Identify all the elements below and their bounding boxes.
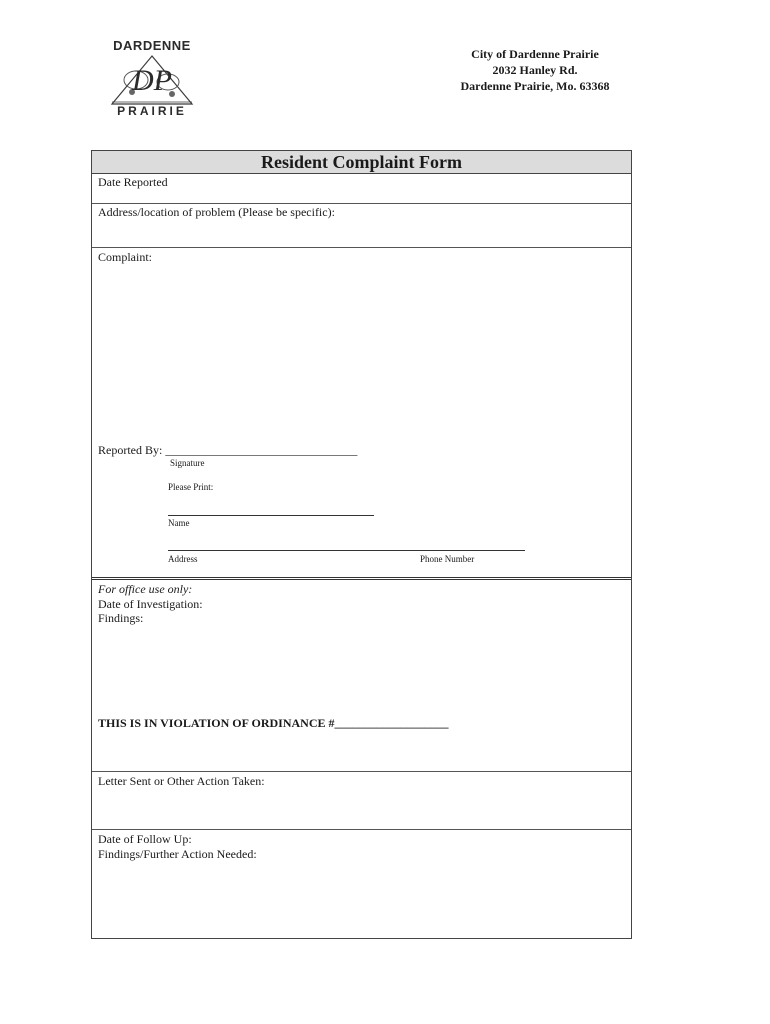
logo-bottom-text: PRAIRIE (117, 104, 187, 118)
reported-by-label: Reported By: ________________________________ (98, 443, 358, 457)
complaint-form (91, 150, 632, 939)
name-line (168, 515, 374, 516)
divider (92, 203, 631, 204)
ordinance-violation-label: THIS IS IN VIOLATION OF ORDINANCE #___________________ (98, 716, 449, 730)
date-of-investigation-label: Date of Investigation: (98, 597, 203, 611)
city-logo (104, 38, 200, 122)
letter-sent-label: Letter Sent or Other Action Taken: (98, 774, 265, 788)
address-phone-line (168, 550, 525, 551)
name-caption: Name (168, 518, 190, 528)
further-action-label: Findings/Further Action Needed: (98, 847, 257, 861)
address-location-label: Address/location of problem (Please be specific): (98, 205, 335, 219)
divider (92, 771, 631, 772)
divider (92, 829, 631, 830)
findings-label: Findings: (98, 611, 144, 625)
office-section-divider (92, 577, 631, 580)
city-address-block (440, 46, 630, 94)
date-reported-label: Date Reported (98, 175, 168, 189)
logo-top-text: DARDENNE (113, 38, 191, 53)
address-line-city: City of Dardenne Prairie (471, 47, 599, 61)
please-print-label: Please Print: (168, 482, 214, 492)
complaint-label: Complaint: (98, 250, 152, 264)
address-caption: Address (168, 554, 198, 564)
office-use-heading: For office use only: (98, 582, 193, 596)
phone-number-caption: Phone Number (420, 554, 475, 564)
divider (92, 247, 631, 248)
date-follow-up-label: Date of Follow Up: (98, 832, 192, 846)
address-line-citystate: Dardenne Prairie, Mo. 63368 (460, 79, 610, 93)
logo-monogram-emblem (108, 52, 196, 106)
logo-monogram-text: DP (132, 64, 172, 97)
address-line-street: 2032 Hanley Rd. (492, 63, 578, 77)
signature-caption: Signature (170, 458, 205, 468)
form-title: Resident Complaint Form (92, 151, 631, 174)
